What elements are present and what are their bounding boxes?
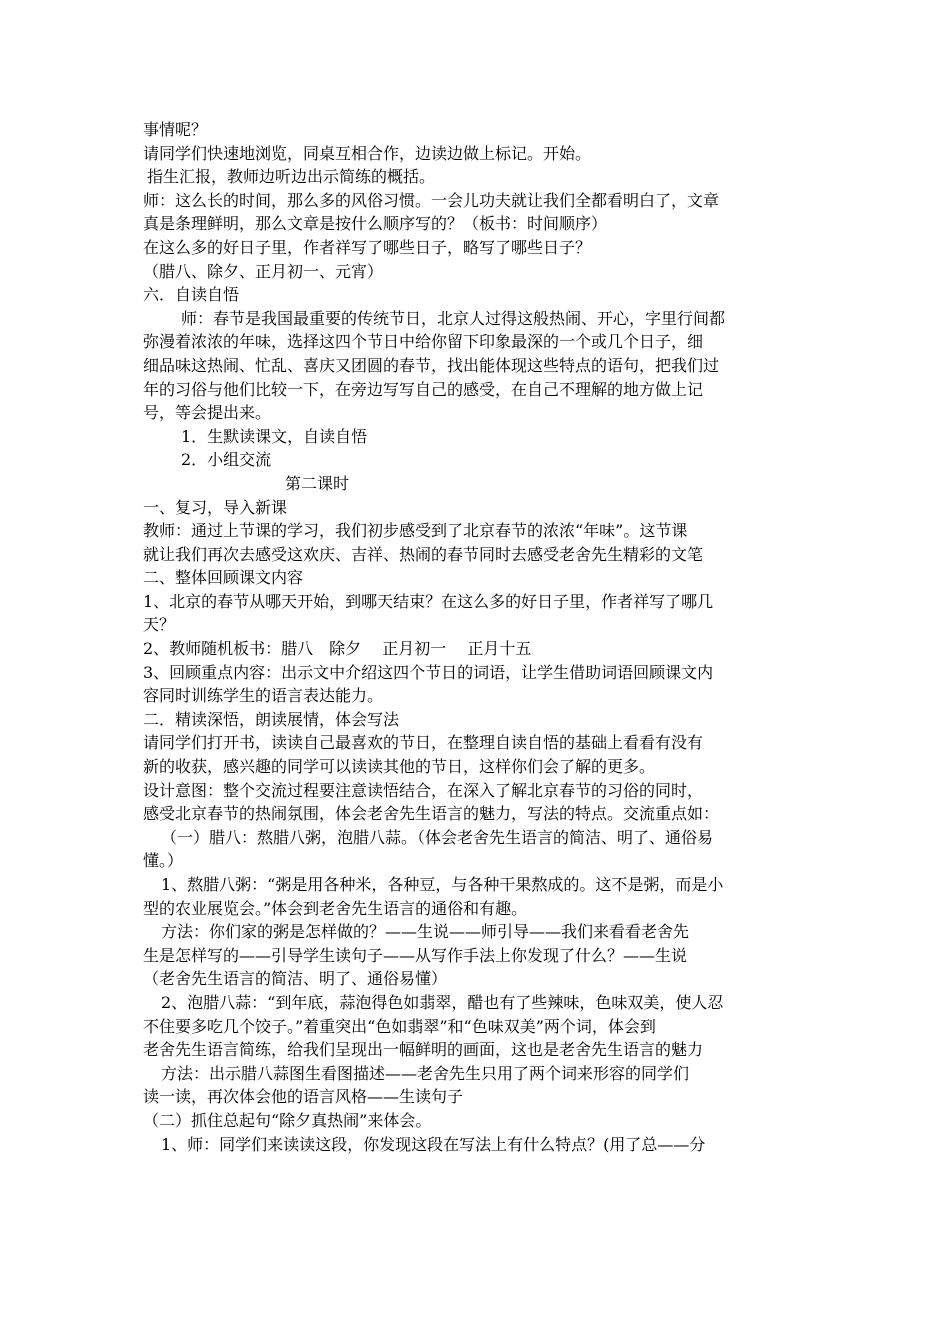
text-line: 老舍先生语言简练，给我们呈现出一幅鲜明的画面，这也是老舍先生语言的魅力 xyxy=(143,1040,704,1060)
lesson-heading: 第二课时 xyxy=(285,473,350,493)
text-line: 在这么多的好日子里，作者祥写了哪些日子，略写了哪些日子？ xyxy=(143,237,592,257)
text-line: 号，等会提出来。 xyxy=(143,403,272,423)
text-line: 真是条理鲜明，那么文章是按什么顺序写的？（板书：时间顺序） xyxy=(143,214,608,234)
text-line: 读一读，再次体会他的语言风格——生读句子 xyxy=(143,1087,464,1107)
text-line: 懂。） xyxy=(143,851,184,871)
text-line: 方法：你们家的粥是怎样做的？——生说——师引导——我们来看看老舍先 xyxy=(161,922,690,942)
text-line: （二）抓住总起句“除夕真热闹”来体会。 xyxy=(143,1110,432,1130)
text-line: 师：这么长的时间，那么多的风俗习惯。一会儿功夫就让我们全都看明白了，文章 xyxy=(143,190,720,210)
section-heading: 二．精读深悟，朗读展情，体会写法 xyxy=(143,709,400,729)
section-heading: 二、整体回顾课文内容 xyxy=(143,568,304,588)
text-line: 2、教师随机板书：腊八 除夕 正月初一 正月十五 xyxy=(143,639,532,659)
section-heading: 六．自读自悟 xyxy=(143,285,240,305)
text-line: 事情呢？ xyxy=(143,120,208,139)
text-line: 请同学们快速地浏览，同桌互相合作，边读边做上标记。开始。 xyxy=(143,143,592,163)
text-line: 天？ xyxy=(143,615,176,635)
text-line: 弥漫着浓浓的年味，选择这四个节日中给你留下印象最深的一个或几个日子，细 xyxy=(143,332,704,352)
text-line: （腊八、除夕、正月初一、元宵） xyxy=(143,261,384,281)
text-line: 3、回顾重点内容：出示文中介绍这四个节日的词语，让学生借助词语回顾课文内 xyxy=(143,662,714,682)
text-line: 方法：出示腊八蒜图生看图描述——老舍先生只用了两个词来形容的同学们 xyxy=(161,1063,690,1083)
text-line: 细品味这热闹、忙乱、喜庆又团圆的春节，找出能体现这些特点的语句，把我们过 xyxy=(143,355,720,375)
list-item: 2．小组交流 xyxy=(181,450,272,470)
text-line: 感受北京春节的热闹氛围，体会老舍先生语言的魅力，写法的特点。交流重点如： xyxy=(143,804,720,824)
text-line: 1、熬腊八粥：“粥是用各种米，各种豆，与各种干果熬成的。这不是粥，而是小 xyxy=(161,875,724,894)
text-line: 年的习俗与他们比较一下，在旁边写写自己的感受，在自己不理解的地方做上记 xyxy=(143,379,704,399)
text-line: （一）腊八：熬腊八粥，泡腊八蒜。（体会老舍先生语言的简洁、明了、通俗易 xyxy=(161,827,714,847)
text-line: 生是怎样写的——引导学生读句子——从写作手法上你发现了什么？——生说 xyxy=(143,945,688,965)
text-line: 指生汇报，教师边听边出示简练的概括。 xyxy=(147,167,436,187)
text-line: 设计意图：整个交流过程要注意读悟结合，在深入了解北京春节的习俗的同时， xyxy=(143,780,704,800)
text-line: 2、泡腊八蒜：“到年底，蒜泡得色如翡翠，醋也有了些辣味，色味双美，使人忍 xyxy=(161,992,724,1012)
text-line: 就让我们再次去感受这欢庆、吉祥、热闹的春节同时去感受老舍先生精彩的文笔 xyxy=(143,544,704,564)
document-page xyxy=(143,118,811,1156)
text-line: 容同时训练学生的语言表达能力。 xyxy=(143,686,384,706)
text-line: 不住要多吃几个饺子。”着重突出“色如翡翠”和“色味双美”两个词，体会到 xyxy=(143,1016,656,1036)
text-line: 1、北京的春节从哪天开始，到哪天结束？在这么多的好日子里，作者祥写了哪几 xyxy=(143,591,714,611)
text-line: 请同学们打开书，读读自己最喜欢的节日，在整理自读自悟的基础上看看有没有 xyxy=(143,733,704,753)
text-line: （老舍先生语言的简洁、明了、通俗易懂） xyxy=(143,969,448,989)
section-heading: 一、复习，导入新课 xyxy=(143,497,288,517)
text-line: 新的收获，感兴趣的同学可以读读其他的节日，这样你们会了解的更多。 xyxy=(143,757,656,777)
text-line: 师：春节是我国最重要的传统节日，北京人过得这般热闹、开心，字里行间都 xyxy=(181,308,726,328)
text-line: 型的农业展览会。”体会到老舍先生语言的通俗和有趣。 xyxy=(143,898,528,918)
text-line: 1、师：同学们来读读这段，你发现这段在写法上有什么特点？(用了总——分 xyxy=(161,1134,706,1154)
text-line: 教师：通过上节课的学习，我们初步感受到了北京春节的浓浓“年味”。这节课 xyxy=(143,521,688,541)
list-item: 1．生默读课文，自读自悟 xyxy=(181,426,368,446)
